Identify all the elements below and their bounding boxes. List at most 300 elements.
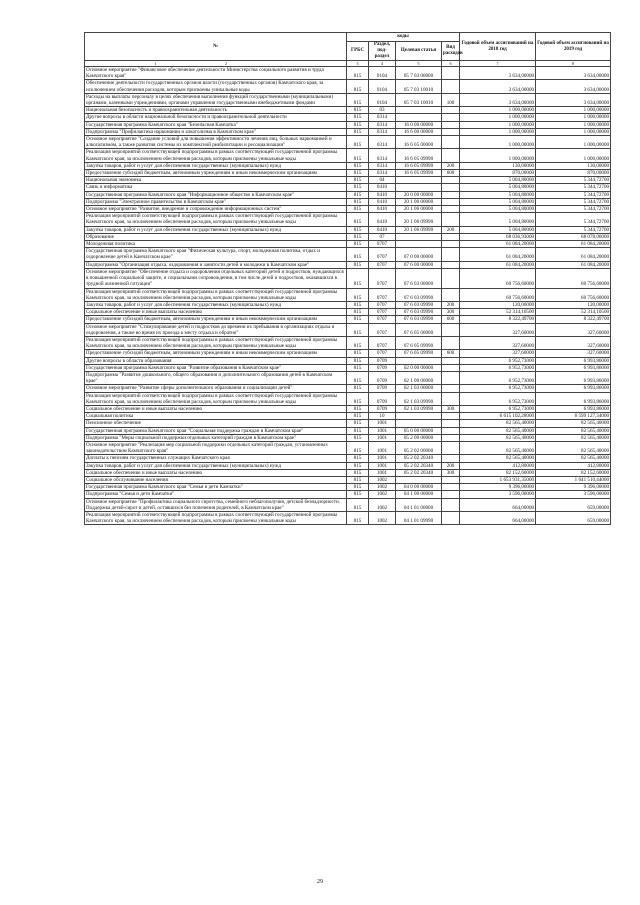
table-row: [85, 191, 611, 198]
row-volume-2018: 82 565,40000: [460, 427, 536, 434]
row-name: Подпрограмма "Семья и дети Камчатки": [85, 491, 347, 498]
row-razdel: 0707: [369, 309, 396, 316]
row-razdel: 0410: [369, 206, 396, 213]
row-volume-2019: 659,00000: [536, 512, 611, 525]
table-row: [85, 427, 611, 434]
table-row: [85, 67, 611, 80]
row-volume-2019: 3 634,00000: [536, 67, 611, 80]
row-volume-2018: 1 000,00000: [460, 149, 536, 162]
row-volume-2019: 3 634,00000: [536, 93, 611, 106]
row-grbs: 815: [347, 268, 369, 288]
row-volume-2018: 61 084,20000: [460, 248, 536, 261]
row-razdel: 1002: [369, 498, 396, 511]
row-grbs: 815: [347, 233, 369, 240]
row-razdel: 1001: [369, 420, 396, 427]
row-target-article: [396, 184, 442, 191]
row-expense-type: [442, 191, 460, 198]
row-target-article: 07 6 03 09990: [396, 301, 442, 308]
row-volume-2019: 130,00000: [536, 162, 611, 169]
row-name: Социальное обслуживание населения: [85, 476, 347, 483]
row-expense-type: 200: [442, 226, 460, 233]
row-name: Закупка товаров, работ и услуг для обеспечения государственных (муниципальных) нужд: [85, 226, 347, 233]
row-expense-type: 300: [442, 405, 460, 412]
table-row: [85, 107, 611, 114]
row-expense-type: [442, 498, 460, 511]
row-target-article: 07 6 00 00000: [396, 261, 442, 268]
table-row: [85, 357, 611, 364]
header-grbs: ГРБС: [347, 42, 369, 61]
row-grbs: 815: [347, 136, 369, 149]
row-razdel: 0707: [369, 350, 396, 357]
row-volume-2018: 82 152,60000: [460, 469, 536, 476]
table-row: [85, 80, 611, 93]
row-volume-2018: 5 004,80000: [460, 184, 536, 191]
table-row: [85, 226, 611, 233]
row-target-article: [396, 114, 442, 121]
row-razdel: 0314: [369, 162, 396, 169]
row-volume-2019: 82 565,40000: [536, 427, 611, 434]
row-expense-type: [442, 427, 460, 434]
row-volume-2018: 327,60000: [460, 323, 536, 336]
table-row: [85, 149, 611, 162]
row-razdel: 0709: [369, 357, 396, 364]
row-expense-type: [442, 420, 460, 427]
row-target-article: [396, 357, 442, 364]
table-row: [85, 301, 611, 308]
row-name: Подпрограмма "Меры социальной поддержки отдельных категорий граждан в Камчатском крае": [85, 434, 347, 441]
row-volume-2019: 5 344,72700: [536, 213, 611, 226]
row-expense-type: 200: [442, 162, 460, 169]
row-target-article: 05 2 02 20340: [396, 455, 442, 462]
row-target-article: 02 1 00 00000: [396, 371, 442, 384]
row-name: Государственная программа Камчатского края "Информационное общество в Камчатском крае": [85, 191, 347, 198]
row-expense-type: 300: [442, 309, 460, 316]
row-volume-2018: 6 952,73000: [460, 371, 536, 384]
row-razdel: 0707: [369, 268, 396, 288]
row-volume-2019: 1 000,00000: [536, 107, 611, 114]
table-row: [85, 484, 611, 491]
row-grbs: 815: [347, 301, 369, 308]
row-target-article: 16 0 00 00000: [396, 121, 442, 128]
row-volume-2018: 1 000,00000: [460, 136, 536, 149]
table-row: [85, 316, 611, 323]
row-razdel: 1002: [369, 484, 396, 491]
row-name: Образование: [85, 233, 347, 240]
table-row: [85, 364, 611, 371]
row-target-article: 05 2 02 20340: [396, 469, 442, 476]
row-name: Предоставление субсидий бюджетным, автономным учреждениям и иным некоммерческим организациям: [85, 350, 347, 357]
row-volume-2019: 412,80000: [536, 462, 611, 469]
row-name: Реализация мероприятий соответствующей подпрограммы в рамках соответствующей государственной программы Камчатского края, за исключением обеспечения расходов, которым присвоены уникальные коды: [85, 213, 347, 226]
row-grbs: 815: [347, 107, 369, 114]
row-volume-2019: 5 344,72700: [536, 184, 611, 191]
row-expense-type: [442, 323, 460, 336]
table-row: [85, 261, 611, 268]
row-expense-type: [442, 364, 460, 371]
table-row: [85, 184, 611, 191]
row-name: Реализация мероприятий соответствующей подпрограммы в рамках соответствующей государственной программы Камчатского края, за исключением обеспечения расходов, которым присвоены уникальные коды: [85, 392, 347, 405]
row-name: Реализация мероприятий соответствующей подпрограммы в рамках соответствующей государственной программы Камчатского края, за исключением обеспечения расходов, которым присвоены уникальные коды: [85, 512, 347, 525]
row-razdel: 1002: [369, 476, 396, 483]
row-volume-2019: 5 344,72700: [536, 206, 611, 213]
row-grbs: 815: [347, 316, 369, 323]
row-name: Государственная программа Камчатского края "Физическая культура, спорт, молодежная политика, отдых и оздоровление детей в Камчатском крае": [85, 248, 347, 261]
table-row: [85, 385, 611, 392]
table-header-row: [85, 33, 611, 42]
row-volume-2018: 5 004,80000: [460, 198, 536, 205]
budget-table: [84, 32, 611, 525]
row-volume-2019: 60 756,60000: [536, 268, 611, 288]
row-volume-2018: 5 004,80000: [460, 206, 536, 213]
row-grbs: 815: [347, 191, 369, 198]
row-expense-type: [442, 434, 460, 441]
row-volume-2019: 5 344,72700: [536, 177, 611, 184]
row-volume-2018: 3 634,00000: [460, 80, 536, 93]
row-target-article: [396, 413, 442, 420]
column-number-label: 1: [154, 61, 157, 66]
row-volume-2019: 6 993,86000: [536, 392, 611, 405]
row-grbs: 815: [347, 371, 369, 384]
row-target-article: 05 2 02 20340: [396, 462, 442, 469]
row-grbs: 815: [347, 336, 369, 349]
row-expense-type: 200: [442, 462, 460, 469]
row-volume-2019: 659,00000: [536, 498, 611, 511]
row-name: Основное мероприятие "Реализация мер социальной поддержки отдельных категорий граждан, установленных законодательством Камчатского края": [85, 441, 347, 454]
row-volume-2019: 61 084,20000: [536, 248, 611, 261]
row-razdel: 1001: [369, 469, 396, 476]
row-expense-type: [442, 484, 460, 491]
row-razdel: 1001: [369, 434, 396, 441]
row-volume-2019: 327,60000: [536, 323, 611, 336]
row-grbs: 815: [347, 261, 369, 268]
row-expense-type: 600: [442, 350, 460, 357]
row-volume-2018: 82 565,40000: [460, 441, 536, 454]
table-row: [85, 162, 611, 169]
row-name: Доплаты к пенсиям государственных служащих Камчатского края: [85, 455, 347, 462]
row-name: Предоставление субсидий бюджетным, автономным учреждениям и иным некоммерческим организациям: [85, 316, 347, 323]
row-grbs: 815: [347, 405, 369, 412]
row-volume-2018: 1 000,00000: [460, 107, 536, 114]
table-row: [85, 413, 611, 420]
row-volume-2019: 60 756,60000: [536, 288, 611, 301]
row-grbs: 815: [347, 93, 369, 106]
row-grbs: 815: [347, 498, 369, 511]
row-target-article: 07 6 05 09990: [396, 336, 442, 349]
row-target-article: 07 0 00 00000: [396, 248, 442, 261]
row-volume-2018: 6 952,73000: [460, 385, 536, 392]
row-volume-2019: 8 322,49700: [536, 316, 611, 323]
row-grbs: 815: [347, 128, 369, 135]
row-name: Основное мероприятие "Финансовое обеспечение деятельности Министерства социального развития и труда Камчатского края": [85, 67, 347, 80]
row-volume-2018: 1 000,00000: [460, 128, 536, 135]
row-volume-2018: 3 634,00000: [460, 93, 536, 106]
row-expense-type: [442, 233, 460, 240]
row-grbs: 815: [347, 114, 369, 121]
row-name: Закупка товаров, работ и услуг для обеспечения государственных (муниципальных) нужд: [85, 301, 347, 308]
row-volume-2019: 870,00000: [536, 170, 611, 177]
row-grbs: 815: [347, 241, 369, 248]
row-volume-2019: 6 599 127,34000: [536, 413, 611, 420]
row-razdel: 0707: [369, 301, 396, 308]
row-volume-2018: 664,00000: [460, 512, 536, 525]
row-volume-2019: 52 314,10500: [536, 309, 611, 316]
row-volume-2018: 68 036,93000: [460, 233, 536, 240]
row-name: Подпрограмма "Профилактика наркомании и алкоголизма в Камчатском крае": [85, 128, 347, 135]
row-grbs: 815: [347, 170, 369, 177]
row-expense-type: 100: [442, 93, 460, 106]
row-volume-2019: 3 634,00000: [536, 80, 611, 93]
header-num: №: [85, 33, 347, 61]
row-expense-type: [442, 198, 460, 205]
table-row: [85, 177, 611, 184]
row-volume-2018: 5 004,80000: [460, 213, 536, 226]
row-expense-type: 600: [442, 170, 460, 177]
row-expense-type: [442, 288, 460, 301]
row-grbs: 815: [347, 149, 369, 162]
row-name: Другие вопросы в области национальной безопасности и правоохранительной деятельности: [85, 114, 347, 121]
row-name: Государственная программа Камчатского края "Безопасная Камчатка": [85, 121, 347, 128]
row-volume-2019: 327,60000: [536, 350, 611, 357]
table-row: [85, 336, 611, 349]
row-volume-2018: 327,60000: [460, 336, 536, 349]
row-target-article: 04 1 01 00000: [396, 498, 442, 511]
row-razdel: 0410: [369, 184, 396, 191]
row-name: Реализация мероприятий соответствующей подпрограммы в рамках соответствующей государственной программы Камчатского края, за исключением обеспечения расходов, которым присвоены уникальные коды: [85, 149, 347, 162]
row-razdel: 0709: [369, 392, 396, 405]
row-razdel: 0314: [369, 149, 396, 162]
row-volume-2018: 82 565,40000: [460, 420, 536, 427]
row-razdel: 0709: [369, 405, 396, 412]
row-name: Основное мероприятие "Профилактика социального сиротства, семейного неблагополучия, детской безнадзорности. Поддержка детей-сирот и детей, оставшихся без попечения родителей, в Камчатском крае": [85, 498, 347, 511]
row-target-article: 20 0 00 00000: [396, 191, 442, 198]
row-name: Подпрограмма "Организация отдыха, оздоровления и занятости детей и молодежи в Камчатском крае": [85, 261, 347, 268]
row-volume-2018: 6 952,73000: [460, 405, 536, 412]
row-volume-2018: 52 314,10500: [460, 309, 536, 316]
row-volume-2019: 6 993,86000: [536, 364, 611, 371]
row-volume-2019: 1 000,00000: [536, 149, 611, 162]
row-razdel: 0314: [369, 114, 396, 121]
row-volume-2018: 6 952,73000: [460, 364, 536, 371]
row-grbs: 815: [347, 441, 369, 454]
row-grbs: 815: [347, 491, 369, 498]
row-razdel: 0104: [369, 93, 396, 106]
row-target-article: 20 1 00 00000: [396, 198, 442, 205]
table-row: [85, 441, 611, 454]
row-target-article: 07 6 03 09990: [396, 309, 442, 316]
row-volume-2018: 1 000,00000: [460, 114, 536, 121]
row-target-article: 04 0 00 00000: [396, 484, 442, 491]
row-volume-2018: 61 084,20000: [460, 241, 536, 248]
row-expense-type: [442, 206, 460, 213]
row-razdel: 0709: [369, 371, 396, 384]
row-name: Связь и информатика: [85, 184, 347, 191]
header-volume-2019: Годовой объем ассигнований на 2019 год: [536, 33, 611, 61]
row-target-article: 05 7 03 10010: [396, 93, 442, 106]
table-row: [85, 114, 611, 121]
row-expense-type: [442, 213, 460, 226]
row-name: Реализация мероприятий соответствующей подпрограммы в рамках соответствующей государственной программы Камчатского края, за исключением обеспечения расходов, которым присвоены уникальные коды: [85, 336, 347, 349]
row-volume-2018: 60 756,60000: [460, 268, 536, 288]
row-grbs: 815: [347, 206, 369, 213]
row-name: Подпрограмма "Электронное правительство в Камчатском крае": [85, 198, 347, 205]
table-row: [85, 268, 611, 288]
table-row: [85, 512, 611, 525]
row-target-article: 16 6 00 00000: [396, 128, 442, 135]
row-grbs: 815: [347, 323, 369, 336]
row-target-article: 04 1 01 09990: [396, 512, 442, 525]
row-grbs: 815: [347, 309, 369, 316]
row-name: Предоставление субсидий бюджетным, автономным учреждениям и иным некоммерческим организациям: [85, 170, 347, 177]
table-row: [85, 405, 611, 412]
row-razdel: 0707: [369, 248, 396, 261]
row-expense-type: [442, 336, 460, 349]
table-row: [85, 469, 611, 476]
row-volume-2019: 5 344,72700: [536, 191, 611, 198]
table-row: [85, 434, 611, 441]
row-razdel: 07: [369, 233, 396, 240]
row-target-article: 16 6 05 09990: [396, 162, 442, 169]
header-target-article: Целевая статья: [396, 42, 442, 61]
row-expense-type: [442, 441, 460, 454]
row-name: Закупка товаров, работ и услуг для обеспечения государственных (муниципальных) нужд: [85, 162, 347, 169]
table-row: [85, 455, 611, 462]
row-volume-2018: 664,00000: [460, 498, 536, 511]
row-expense-type: 300: [442, 469, 460, 476]
header-razdel: Раздел, под-раздел: [369, 42, 396, 61]
row-razdel: 0104: [369, 67, 396, 80]
row-target-article: 07 6 03 09990: [396, 288, 442, 301]
row-name: Другие вопросы в области образования: [85, 357, 347, 364]
row-target-article: [396, 476, 442, 483]
table-row: [85, 491, 611, 498]
row-grbs: 815: [347, 177, 369, 184]
table-row: [85, 371, 611, 384]
row-name: Национальная безопасность и правоохранительная деятельность: [85, 107, 347, 114]
row-volume-2019: 82 565,40000: [536, 441, 611, 454]
row-razdel: 03: [369, 107, 396, 114]
row-razdel: 0707: [369, 241, 396, 248]
row-grbs: 815: [347, 226, 369, 233]
row-volume-2019: 1 641 510,44000: [536, 476, 611, 483]
row-name: Расходы на выплаты персоналу в целях обеспечения выполнения функций государственными (муниципальными) органами, казенными учреждениями, органами управления государственными внебюджетными фондами: [85, 93, 347, 106]
table-row: [85, 288, 611, 301]
row-target-article: 07 6 05 09990: [396, 350, 442, 357]
row-razdel: 0707: [369, 323, 396, 336]
row-grbs: 815: [347, 248, 369, 261]
row-volume-2018: 6 952,73000: [460, 392, 536, 405]
row-volume-2019: 6 993,86000: [536, 357, 611, 364]
row-target-article: [396, 241, 442, 248]
row-expense-type: [442, 248, 460, 261]
row-target-article: 05 0 00 00000: [396, 427, 442, 434]
row-razdel: 0104: [369, 80, 396, 93]
row-volume-2019: 6 993,86000: [536, 371, 611, 384]
row-grbs: 815: [347, 184, 369, 191]
row-razdel: 0314: [369, 128, 396, 135]
row-volume-2018: 327,60000: [460, 350, 536, 357]
row-grbs: 815: [347, 469, 369, 476]
row-razdel: 1002: [369, 491, 396, 498]
row-target-article: 02 1 03 00000: [396, 385, 442, 392]
row-razdel: 0314: [369, 136, 396, 149]
row-expense-type: 600: [442, 316, 460, 323]
row-expense-type: [442, 149, 460, 162]
row-volume-2018: 3 634,00000: [460, 67, 536, 80]
row-name: Реализация мероприятий соответствующей подпрограммы в рамках соответствующей государственной программы Камчатского края, за исключением обеспечения расходов, которым присвоены уникальные коды: [85, 288, 347, 301]
row-volume-2019: 1 000,00000: [536, 128, 611, 135]
row-razdel: 0709: [369, 385, 396, 392]
row-volume-2019: 1 000,00000: [536, 121, 611, 128]
row-volume-2018: 3 596,00000: [460, 491, 536, 498]
column-number-label: 2: [225, 61, 227, 66]
row-razdel: 1001: [369, 455, 396, 462]
row-volume-2019: 82 565,40000: [536, 420, 611, 427]
column-number: 3: [347, 61, 369, 67]
row-volume-2019: 1 000,00000: [536, 114, 611, 121]
row-expense-type: [442, 80, 460, 93]
table-row: [85, 420, 611, 427]
table-row: [85, 392, 611, 405]
row-target-article: 05 2 02 00000: [396, 441, 442, 454]
row-name: Национальная экономика: [85, 177, 347, 184]
row-target-article: [396, 107, 442, 114]
row-volume-2019: 82 565,40000: [536, 434, 611, 441]
row-target-article: 20 1 06 09990: [396, 226, 442, 233]
row-expense-type: [442, 491, 460, 498]
row-razdel: 0707: [369, 288, 396, 301]
row-target-article: 16 6 05 09990: [396, 170, 442, 177]
row-expense-type: [442, 261, 460, 268]
row-name: Основное мероприятие "Развитие сферы дополнительного образования и социализации детей": [85, 385, 347, 392]
table-row: [85, 350, 611, 357]
row-name: Социальное обеспечение и иные выплаты населению: [85, 309, 347, 316]
row-razdel: 0707: [369, 261, 396, 268]
row-razdel: 1001: [369, 441, 396, 454]
row-razdel: 0707: [369, 316, 396, 323]
row-target-article: [396, 233, 442, 240]
row-volume-2018: 130,00000: [460, 162, 536, 169]
table-body: [85, 61, 611, 525]
row-volume-2018: 60 756,60000: [460, 288, 536, 301]
row-target-article: 02 1 03 09990: [396, 405, 442, 412]
row-target-article: 07 6 03 09990: [396, 316, 442, 323]
column-number: 5: [396, 61, 442, 67]
row-grbs: 815: [347, 427, 369, 434]
column-number: 8: [536, 61, 611, 67]
row-expense-type: [442, 184, 460, 191]
row-grbs: 815: [347, 364, 369, 371]
row-razdel: 0410: [369, 191, 396, 198]
row-volume-2019: 68 078,06000: [536, 233, 611, 240]
row-target-article: 05 7 03 10010: [396, 80, 442, 93]
row-target-article: 20 1 06 00000: [396, 206, 442, 213]
row-volume-2019: 5 344,72700: [536, 226, 611, 233]
row-grbs: 815: [347, 121, 369, 128]
row-volume-2019: 6 993,86000: [536, 405, 611, 412]
row-expense-type: [442, 177, 460, 184]
row-name: Основное мероприятие "Обеспечение отдыха и оздоровления отдельных категорий детей и подростков, нуждающихся в повышенной социальной защите, и социальными сопровождении, в том числе детей и подростков, оказавшихся в трудной жизненной ситуации": [85, 268, 347, 288]
row-volume-2018: 6 952,73000: [460, 357, 536, 364]
row-name: Подпрограмма "Развитие дошкольного, общего образования и дополнительного образования детей в Камчатском крае": [85, 371, 347, 384]
row-volume-2019: 5 344,72700: [536, 198, 611, 205]
row-expense-type: [442, 128, 460, 135]
row-grbs: 815: [347, 350, 369, 357]
row-target-article: [396, 420, 442, 427]
table-row: [85, 198, 611, 205]
row-volume-2018: 870,00000: [460, 170, 536, 177]
row-name: Социальная политика: [85, 413, 347, 420]
row-grbs: 815: [347, 213, 369, 226]
